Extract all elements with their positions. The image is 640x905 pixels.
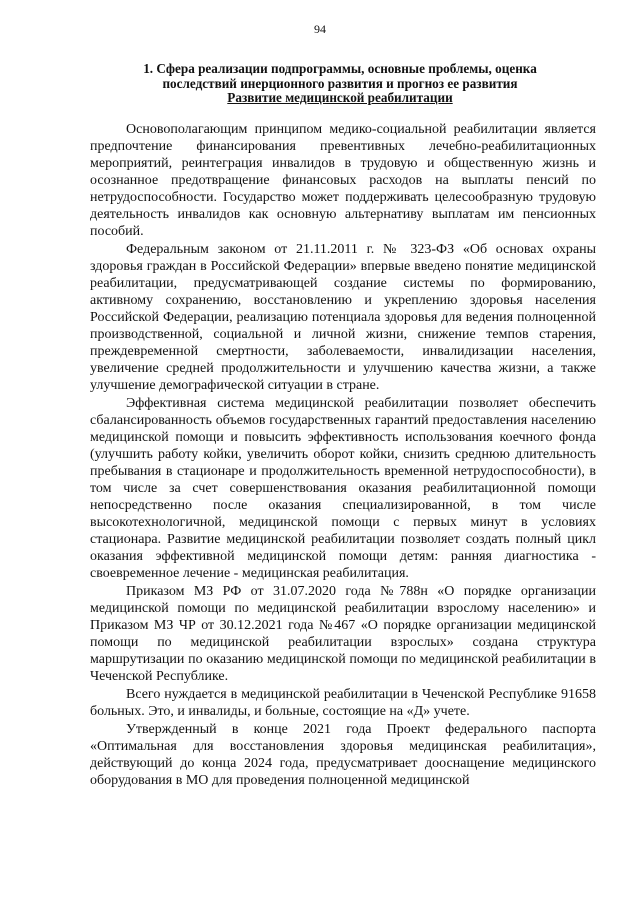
section-subheading: Развитие медицинской реабилитации <box>227 90 453 105</box>
document-body <box>90 121 596 789</box>
section-heading <box>100 62 580 106</box>
paragraph: Всего нуждается в медицинской реабилитации в Чеченской Республике 91658 больных. Это, и инвалиды, и больные, состоящие на «Д» учете. <box>90 687 596 719</box>
paragraph: Приказом МЗ РФ от 31.07.2020 года №788н «О порядке организации медицинской помощи по медицинской реабилитации взрослому населению» и Приказом МЗ ЧР от 30.12.2021 года №467 «О порядке организации медицинской помощи по медицинской реабилитации взрослых» создана структура маршрутизации по оказанию медицинской помощи по медицинской реабилитации в Чеченской Республике. <box>90 584 596 684</box>
paragraph: Утвержденный в конце 2021 года Проект федерального паспорта «Оптимальная для восстановления здоровья медицинская реабилитация», действующий до конца 2024 года, предусматривает дооснащение медицинского оборудования в МО для проведения полноценной медицинской <box>90 722 596 788</box>
paragraph: Основополагающим принципом медико-социальной реабилитации является предпочтение финансирования превентивных лечебно-реабилитационных мероприятий, реинтеграция инвалидов в трудовую и общественную жизнь и осознанное предотвращение финансовых расходов на выплаты пенсий по нетрудоспособности. Государство может поддерживать целесообразную трудовую деятельность инвалидов как основную альтернативу выплатам им пенсионных пособий. <box>90 122 596 239</box>
heading-line-2: последствий инерционного развития и прогноз ее развития <box>162 75 518 91</box>
heading-line-1: 1. Сфера реализации подпрограммы, основные проблемы, оценка <box>143 61 537 76</box>
paragraph: Эффективная система медицинской реабилитации позволяет обеспечить сбалансированность объемов государственных гарантий предоставления населению медицинской помощи и повысить эффективность использования коечного фонда (улучшить работу койки, увеличить оборот койки, снизить среднюю длительность пребывания в стационаре и продолжительность временной нетрудоспособности), в том числе за счет совершенствования оказания реабилитационной помощи непосредственно после оказания специализированной, в том числе высокотехнологичной, медицинской помощи с первых минут в условиях стационара. Развитие медицинской реабилитации позволяет создать полный цикл оказания эффективной медицинской помощи детям: ранняя диагностика - своевременное лечение - медицинская реабилитация. <box>90 396 596 581</box>
paragraph: Федеральным законом от 21.11.2011 г. № 323-ФЗ «Об основах охраны здоровья граждан в Российской Федерации» впервые введено понятие медицинской реабилитации, предусматривающей создание системы по формированию, активному сохранению, восстановлению и укреплению здоровья населения Российской Федерации, реализацию потенциала здоровья для ведения полноценной производственной, социальной и личной жизни, снижение темпов старения, преждевременной смертности, заболеваемости, инвалидизации населения, увеличение средней продолжительности и улучшению качества жизни, а также улучшение демографической ситуации в стране. <box>90 242 596 393</box>
page-number: 94 <box>314 22 326 36</box>
